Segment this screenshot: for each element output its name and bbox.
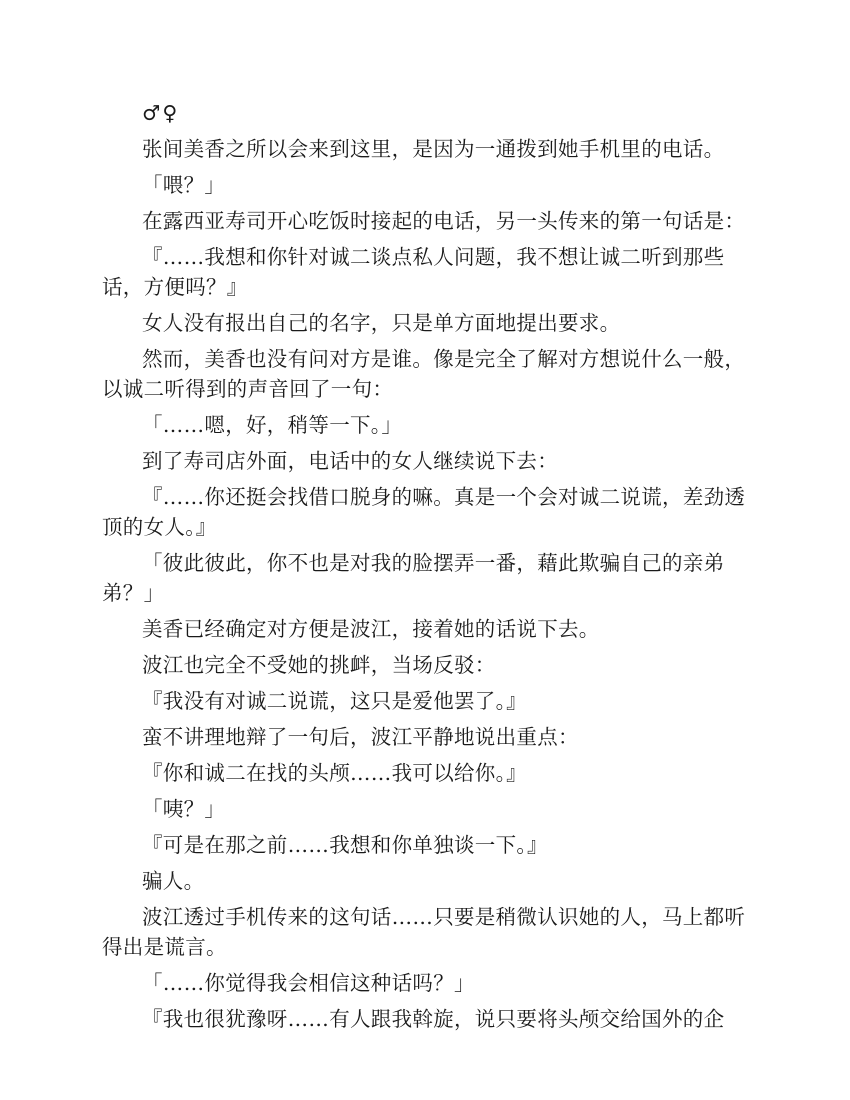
paragraph: 『我也很犹豫呀……有人跟我斡旋，说只要将头颅交给国外的企: [142, 1007, 725, 1031]
paragraph: 「咦？」: [142, 797, 226, 821]
paragraph: 「……你觉得我会相信这种话吗？」: [142, 971, 475, 995]
paragraph: 『……我想和你针对诚二谈点私人问题，我不想让诚二听到那些话，方便吗？』: [102, 245, 725, 299]
paragraph: 波江也完全不受她的挑衅，当场反驳：: [142, 653, 496, 677]
paragraph: 『你和诚二在找的头颅……我可以给你。』: [142, 761, 527, 785]
paragraph: 美香已经确定对方便是波江，接着她的话说下去。: [142, 617, 600, 641]
paragraph: 『可是在那之前……我想和你单独谈一下。』: [142, 833, 548, 857]
paragraph: 女人没有报出自己的名字，只是单方面地提出要求。: [142, 311, 621, 335]
paragraph: 『……你还挺会找借口脱身的嘛。真是一个会对诚二说谎，差劲透顶的女人。』: [102, 485, 746, 539]
paragraph: 「喂？」: [142, 173, 226, 197]
paragraph: 「……嗯，好，稍等一下。」: [142, 413, 403, 437]
paragraph: 骗人。: [142, 869, 205, 893]
body-text: [102, 98, 748, 1040]
section-divider-symbols: ♂♀: [142, 101, 180, 125]
paragraph: 到了寿司店外面，电话中的女人继续说下去：: [142, 449, 558, 473]
paragraph: 然而，美香也没有问对方是谁。像是完全了解对方想说什么一般，以诚二听得到的声音回了一句：: [102, 347, 746, 401]
paragraph: 波江透过手机传来的这句话……只要是稍微认识她的人，马上都听得出是谎言。: [102, 905, 746, 959]
paragraph: 蛮不讲理地辩了一句后，波江平静地说出重点：: [142, 725, 579, 749]
paragraph: 在露西亚寿司开心吃饭时接起的电话，另一头传来的第一句话是：: [142, 209, 746, 233]
paragraph: 『我没有对诚二说谎，这只是爱他罢了。』: [142, 689, 527, 713]
paragraph: 「彼此彼此，你不也是对我的脸摆弄一番，藉此欺骗自己的亲弟弟？」: [102, 551, 725, 605]
paragraph: 张间美香之所以会来到这里，是因为一通拨到她手机里的电话。: [142, 137, 725, 161]
